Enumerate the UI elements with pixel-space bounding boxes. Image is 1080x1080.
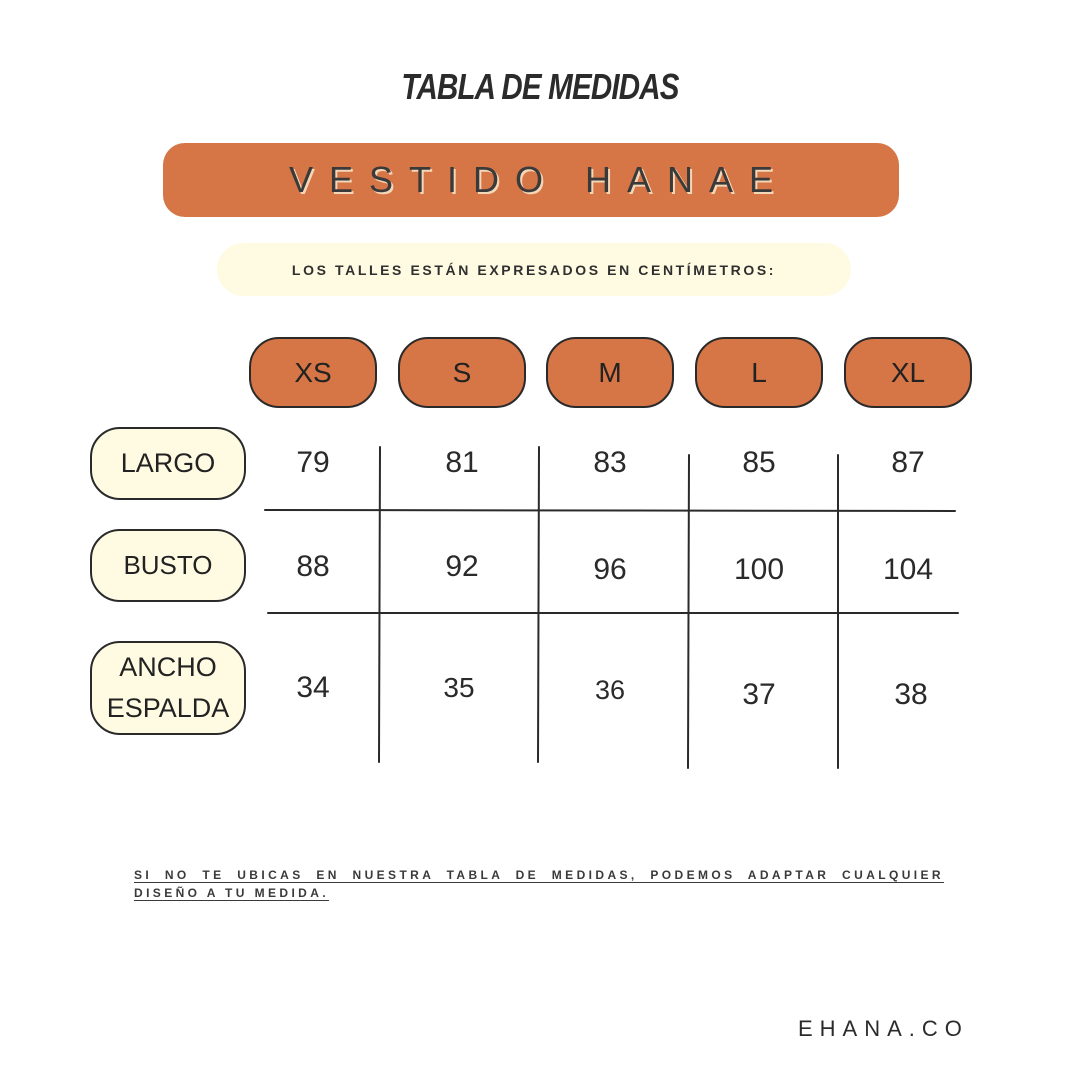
row-label-text-line-2: ESPALDA (106, 693, 230, 723)
horizontal-divider-1 (265, 510, 955, 511)
cell-busto-l: 100 (733, 553, 785, 586)
cell-busto-s: 92 (445, 550, 479, 583)
page-title: TABLA DE MEDIDAS (401, 66, 679, 107)
cell-largo-l: 85 (742, 446, 776, 479)
product-name: VESTIDO HANAE (288, 159, 790, 200)
size-header-xs: XS (249, 337, 377, 408)
row-label-text: LARGO (120, 448, 216, 478)
cell-ancho-espalda-s: 35 (443, 672, 475, 703)
units-note-text: LOS TALLES ESTÁN EXPRESADOS EN CENTÍMETROS: (291, 261, 777, 278)
cell-largo-m: 83 (593, 446, 627, 479)
size-header-l: L (695, 337, 823, 408)
cell-ancho-espalda-xl: 38 (894, 678, 928, 711)
cell-busto-xl: 104 (882, 553, 934, 586)
cell-ancho-espalda-xs: 34 (296, 671, 330, 704)
size-header-xl: XL (844, 337, 972, 408)
cell-ancho-espalda-m: 36 (594, 675, 626, 705)
custom-size-note (134, 866, 944, 902)
vertical-divider-2 (538, 447, 539, 762)
cell-ancho-espalda-l: 37 (742, 678, 776, 711)
custom-size-note-text: SI NO TE UBICAS EN NUESTRA TABLA DE MEDIDAS, PODEMOS ADAPTAR CUALQUIER DISEÑO A TU MEDIDA. (134, 868, 944, 900)
cell-largo-xl: 87 (891, 446, 925, 479)
row-label-text-line-1: ANCHO (119, 652, 217, 682)
vertical-divider-3 (688, 455, 689, 768)
brand-website: EHANA.CO (798, 1016, 969, 1041)
vertical-divider-1 (379, 447, 380, 762)
cell-busto-m: 96 (593, 553, 627, 586)
cell-busto-xs: 88 (296, 550, 330, 583)
row-label-text: BUSTO (123, 550, 213, 580)
cell-largo-xs: 79 (296, 446, 330, 479)
size-header-m: M (546, 337, 674, 408)
size-header-s: S (398, 337, 526, 408)
cell-largo-s: 81 (445, 446, 479, 479)
